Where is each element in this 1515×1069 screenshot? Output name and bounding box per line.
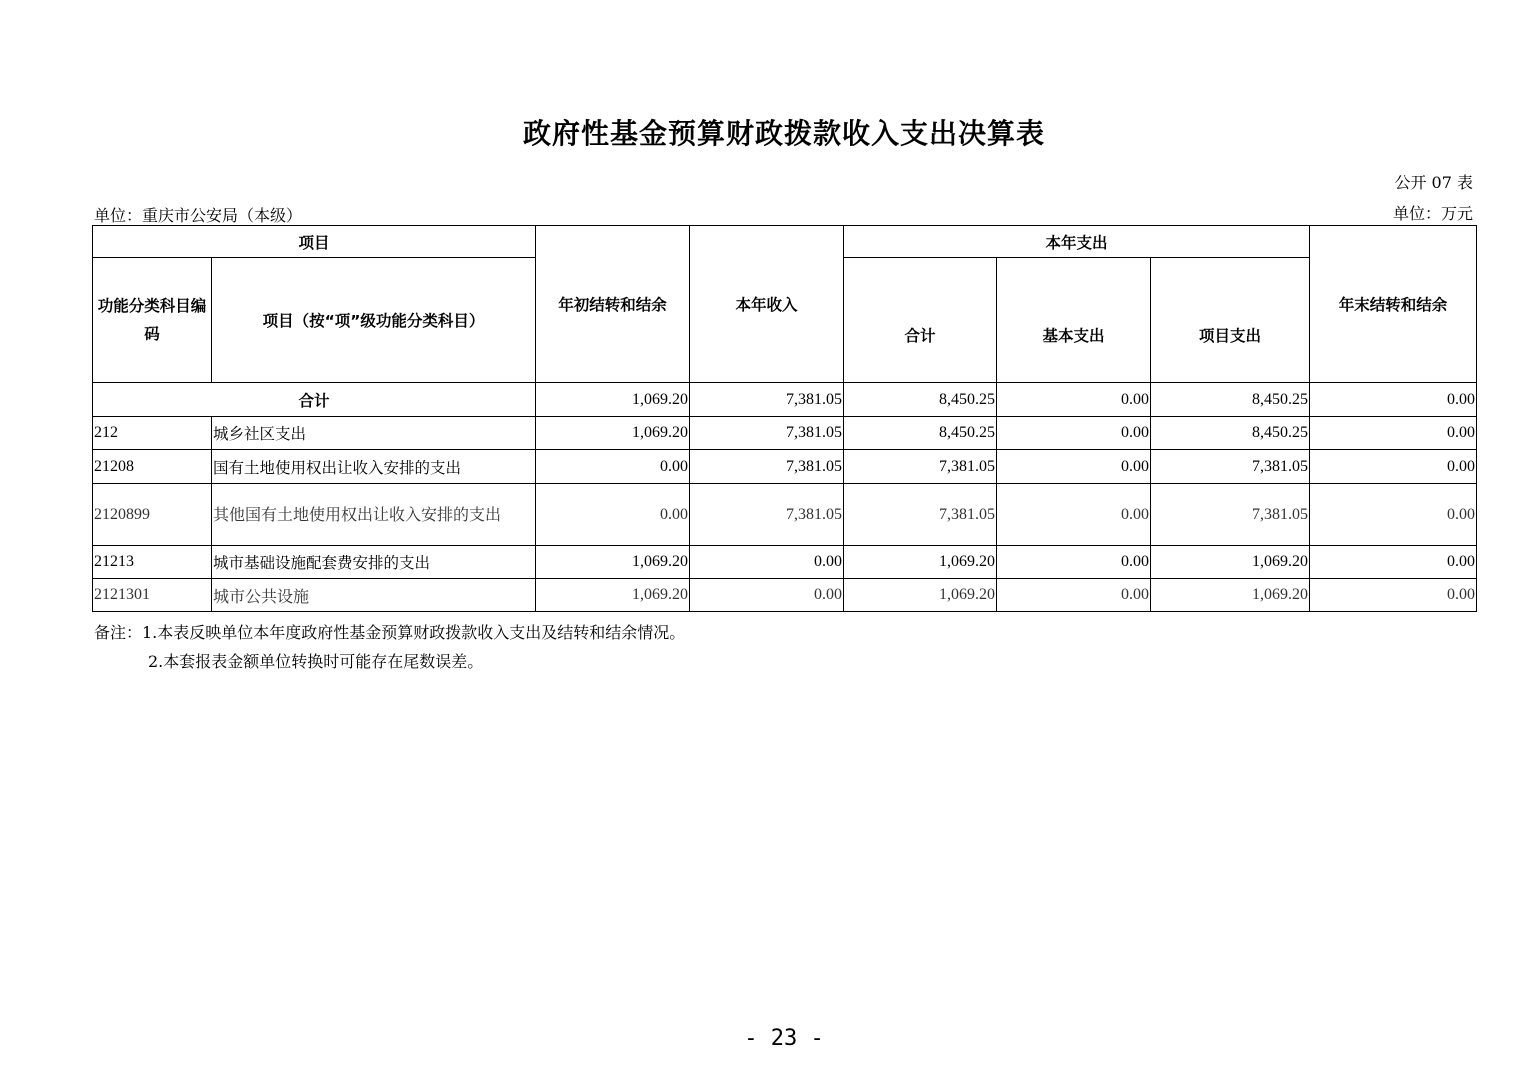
- table-row: [93, 417, 1477, 450]
- row-basic: 0.00: [997, 417, 1151, 450]
- row-closing: 0.00: [1310, 484, 1477, 546]
- table-row: [93, 450, 1477, 484]
- row-basic: 0.00: [997, 546, 1151, 579]
- row-project-expense: 8,450.25: [1151, 417, 1310, 450]
- row-basic: 0.00: [997, 579, 1151, 612]
- row-basic: 0.00: [997, 484, 1151, 546]
- row-code: 212: [93, 417, 212, 450]
- header-basic-expense: 基本支出: [997, 258, 1151, 383]
- header-item-name: 项目（按“项”级功能分类科目）: [212, 258, 536, 383]
- total-row: [93, 383, 1477, 417]
- row-project-expense: 7,381.05: [1151, 484, 1310, 546]
- row-name: 其他国有土地使用权出让收入安排的支出: [212, 484, 536, 546]
- row-project-expense: 1,069.20: [1151, 546, 1310, 579]
- row-total: 7,381.05: [844, 450, 997, 484]
- total-project-expense: 8,450.25: [1151, 383, 1310, 417]
- page-title: 政府性基金预算财政拨款收入支出决算表: [522, 117, 1045, 150]
- row-closing: 0.00: [1310, 417, 1477, 450]
- row-closing: 0.00: [1310, 579, 1477, 612]
- header-function-code: 功能分类科目编码: [93, 258, 212, 383]
- row-total: 1,069.20: [844, 579, 997, 612]
- row-code: 21213: [93, 546, 212, 579]
- header-opening-balance: 年初结转和结余: [536, 226, 690, 383]
- row-income: 0.00: [690, 579, 844, 612]
- row-opening: 1,069.20: [536, 417, 690, 450]
- row-total: 7,381.05: [844, 484, 997, 546]
- row-code: 2121301: [93, 579, 212, 612]
- total-closing: 0.00: [1310, 383, 1477, 417]
- total-expense: 8,450.25: [844, 383, 997, 417]
- row-income: 0.00: [690, 546, 844, 579]
- row-name: 城市公共设施: [212, 579, 536, 612]
- note-line-2: 2.本套报表金额单位转换时可能存在尾数误差。: [148, 652, 484, 671]
- row-name: 城乡社区支出: [212, 417, 536, 450]
- row-opening: 0.00: [536, 484, 690, 546]
- row-code: 21208: [93, 450, 212, 484]
- unit-organization: 单位：重庆市公安局（本级）: [94, 206, 303, 225]
- header-row-1: [93, 226, 1477, 258]
- header-income: 本年收入: [690, 226, 844, 383]
- note-line-1: 备注：1.本表反映单位本年度政府性基金预算财政拨款收入支出及结转和结余情况。: [94, 623, 686, 642]
- row-project-expense: 1,069.20: [1151, 579, 1310, 612]
- total-opening: 1,069.20: [536, 383, 690, 417]
- page-number: - 23 -: [744, 1026, 824, 1051]
- total-basic: 0.00: [997, 383, 1151, 417]
- unit-currency: 单位：万元: [1392, 204, 1473, 223]
- form-number: 公开 07 表: [1394, 173, 1473, 192]
- row-name: 国有土地使用权出让收入安排的支出: [212, 450, 536, 484]
- row-opening: 1,069.20: [536, 546, 690, 579]
- row-project-expense: 7,381.05: [1151, 450, 1310, 484]
- row-closing: 0.00: [1310, 546, 1477, 579]
- row-income: 7,381.05: [690, 484, 844, 546]
- table-row: [93, 579, 1477, 612]
- row-income: 7,381.05: [690, 417, 844, 450]
- table-row: [93, 484, 1477, 546]
- header-closing-balance: 年末结转和结余: [1310, 226, 1477, 383]
- header-project-expense: 项目支出: [1151, 258, 1310, 383]
- total-income: 7,381.05: [690, 383, 844, 417]
- row-closing: 0.00: [1310, 450, 1477, 484]
- notes: [94, 618, 685, 676]
- row-basic: 0.00: [997, 450, 1151, 484]
- row-name: 城市基础设施配套费安排的支出: [212, 546, 536, 579]
- row-total: 8,450.25: [844, 417, 997, 450]
- row-code: 2120899: [93, 484, 212, 546]
- table-row: [93, 546, 1477, 579]
- budget-table: [92, 225, 1477, 612]
- header-expense-group: 本年支出: [844, 226, 1310, 258]
- row-opening: 1,069.20: [536, 579, 690, 612]
- total-label: 合计: [93, 383, 536, 417]
- header-expense-total: 合计: [844, 258, 997, 383]
- row-total: 1,069.20: [844, 546, 997, 579]
- header-project: 项目: [93, 226, 536, 258]
- row-opening: 0.00: [536, 450, 690, 484]
- row-income: 7,381.05: [690, 450, 844, 484]
